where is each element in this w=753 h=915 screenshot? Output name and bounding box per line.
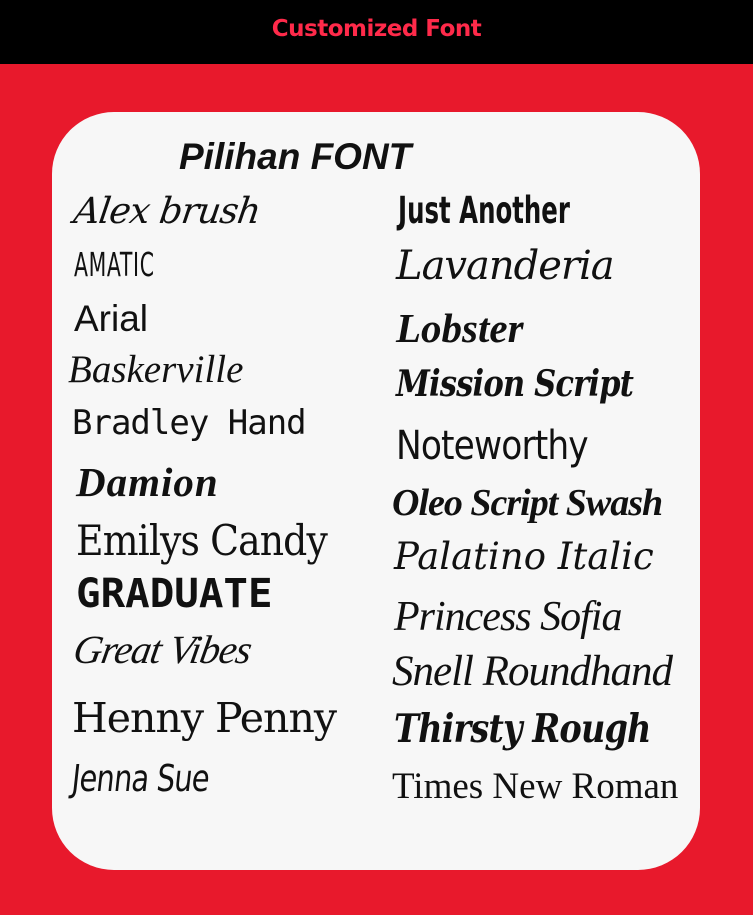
font-sample-jenna-sue: Jenna Sue <box>69 757 212 800</box>
font-sample-arial: Arial <box>74 298 149 339</box>
font-sample-amatic: AMATIC <box>74 245 155 284</box>
font-sample-graduate: GRADUATE <box>76 571 273 617</box>
font-sample-mission-script: Mission Script <box>396 363 634 405</box>
page-title: Customized Font <box>271 16 482 42</box>
card-heading: Pilihan FONT <box>179 136 412 177</box>
font-sample-times-new-roman: Times New Roman <box>392 766 679 807</box>
font-options-card <box>52 112 700 870</box>
font-sample-lavanderia: Lavanderia <box>396 243 614 289</box>
header-bar <box>0 0 753 64</box>
font-sample-henny-penny: Henny Penny <box>72 694 337 742</box>
font-sample-damion: Damion <box>76 459 219 505</box>
font-sample-baskerville: Baskerville <box>68 348 244 391</box>
font-sample-thirsty-rough: Thirsty Rough <box>394 706 651 752</box>
font-sample-snell-roundhand: Snell Roundhand <box>392 648 672 695</box>
font-sample-just-another: Just Another <box>398 189 570 232</box>
font-sample-bradley-hand: Bradley Hand <box>72 403 306 443</box>
font-sample-great-vibes: Great Vibes <box>70 627 255 672</box>
font-sample-oleo-script-swash: Oleo Script Swash <box>392 482 663 524</box>
font-sample-noteworthy: Noteworthy <box>396 423 588 469</box>
font-sample-palatino-italic: Palatino Italic <box>394 535 654 578</box>
font-sample-emilys-candy: Emilys Candy <box>76 516 327 565</box>
font-sample-princess-sofia: Princess Sofia <box>394 594 622 640</box>
font-sample-lobster: Lobster <box>396 305 524 351</box>
font-sample-alex-brush: Alex brush <box>71 191 263 232</box>
